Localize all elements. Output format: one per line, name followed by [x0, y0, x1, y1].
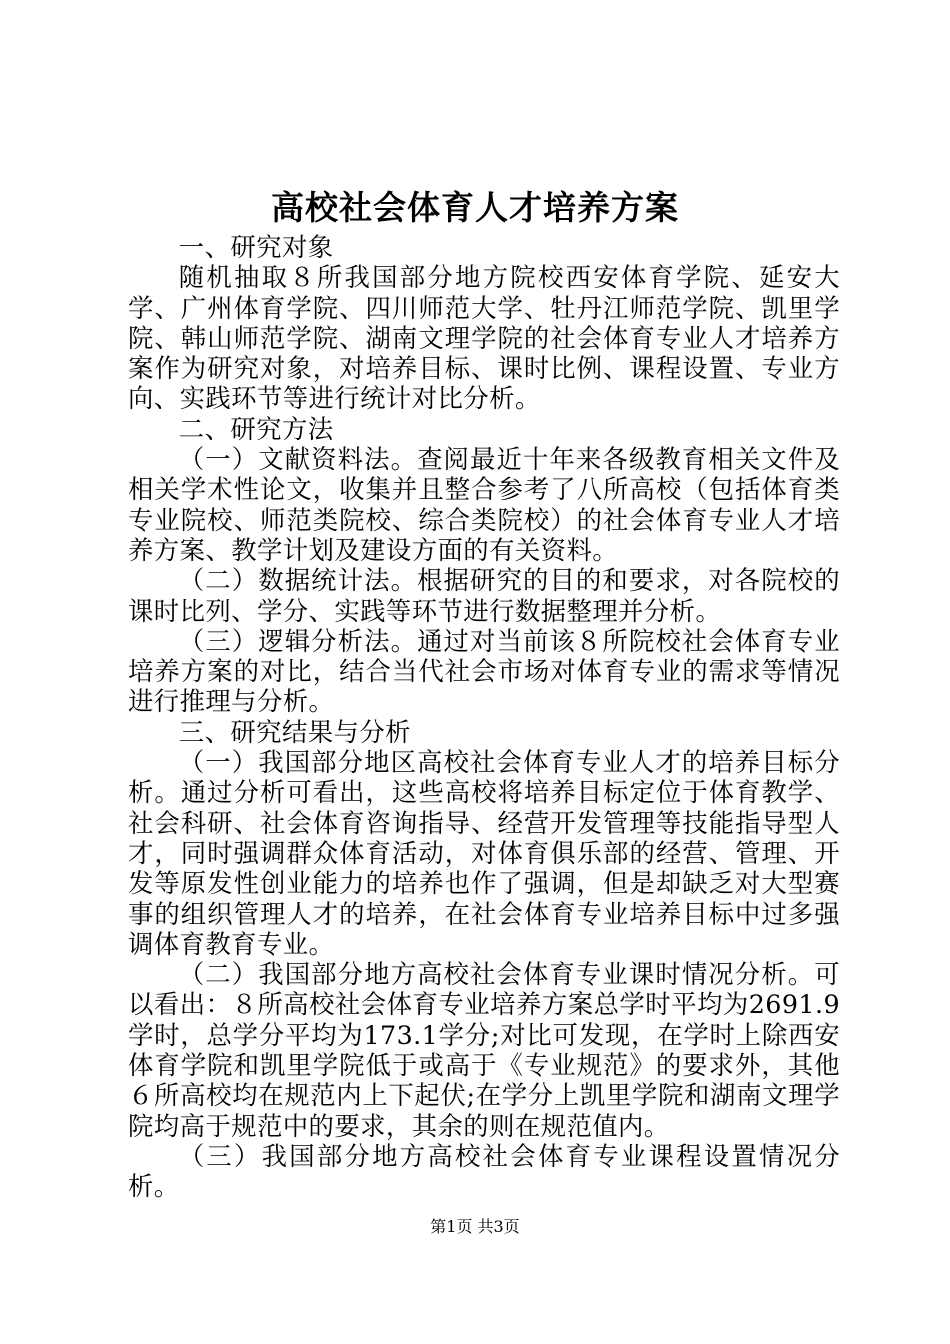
paragraph-statistics-method: （二）数据统计法。根据研究的目的和要求，对各院校的课时比列、学分、实践等环节进行数据整理并分析。 — [128, 565, 840, 626]
section-heading-1: 一、研究对象 — [178, 232, 334, 262]
section-heading-2: 二、研究方法 — [178, 413, 334, 444]
document-body — [128, 232, 840, 1202]
paragraph-research-object: 随机抽取８所我国部分地方院校西安体育学院、延安大学、广州体育学院、四川师范大学、牡丹江师范学院、凯里学院、韩山师范学院、湖南文理学院的社会体育专业人才培养方案作为研究对象，对培养目标、课时比例、课程设置、专业方向、实践环节等进行统计对比分析。 — [128, 262, 840, 414]
paragraph-logic-method: （三）逻辑分析法。通过对当前该８所院校社会体育专业培养方案的对比，结合当代社会市场对体育专业的需求等情况进行推理与分析。 — [128, 625, 840, 717]
paragraph-class-hours: （二）我国部分地方高校社会体育专业课时情况分析。可以看出：８所高校社会体育专业培养方案总学时平均为2691.9学时，总学分平均为173.1学分;对比可发现，在学时上除西安体育学院和凯里学院低于或高于《专业规范》的要求外，其他６所高校均在规范内上下起伏;在学分上凯里学院和湖南文理学院均高于规范中的要求，其余的则在规范值内。 — [128, 959, 840, 1141]
document-title: 高校社会体育人才培养方案 — [271, 188, 679, 227]
paragraph-training-goals: （一）我国部分地区高校社会体育专业人才的培养目标分析。通过分析可看出，这些高校将培养目标定位于体育教学、社会科研、社会体育咨询指导、经营开发管理等技能指导型人才，同时强调群众体育活动，对体育俱乐部的经营、管理、开发等原发性创业能力的培养也作了强调，但是却缺乏对大型赛事的组织管理人才的培养，在社会体育专业培养目标中过多强调体育教育专业。 — [128, 747, 840, 959]
section-heading-3: 三、研究结果与分析 — [178, 716, 411, 747]
paragraph-literature-method: （一）文献资料法。查阅最近十年来各级教育相关文件及相关学术性论文，收集并且整合参考了八所高校（包括体育类专业院校、师范类院校、综合类院校）的社会体育专业人才培养方案、教学计划及建设方面的有关资料。 — [128, 444, 840, 565]
page-number: 第1页 共3页 — [430, 1217, 520, 1236]
paragraph-curriculum: （三）我国部分地方高校社会体育专业课程设置情况分析。 — [128, 1140, 840, 1202]
